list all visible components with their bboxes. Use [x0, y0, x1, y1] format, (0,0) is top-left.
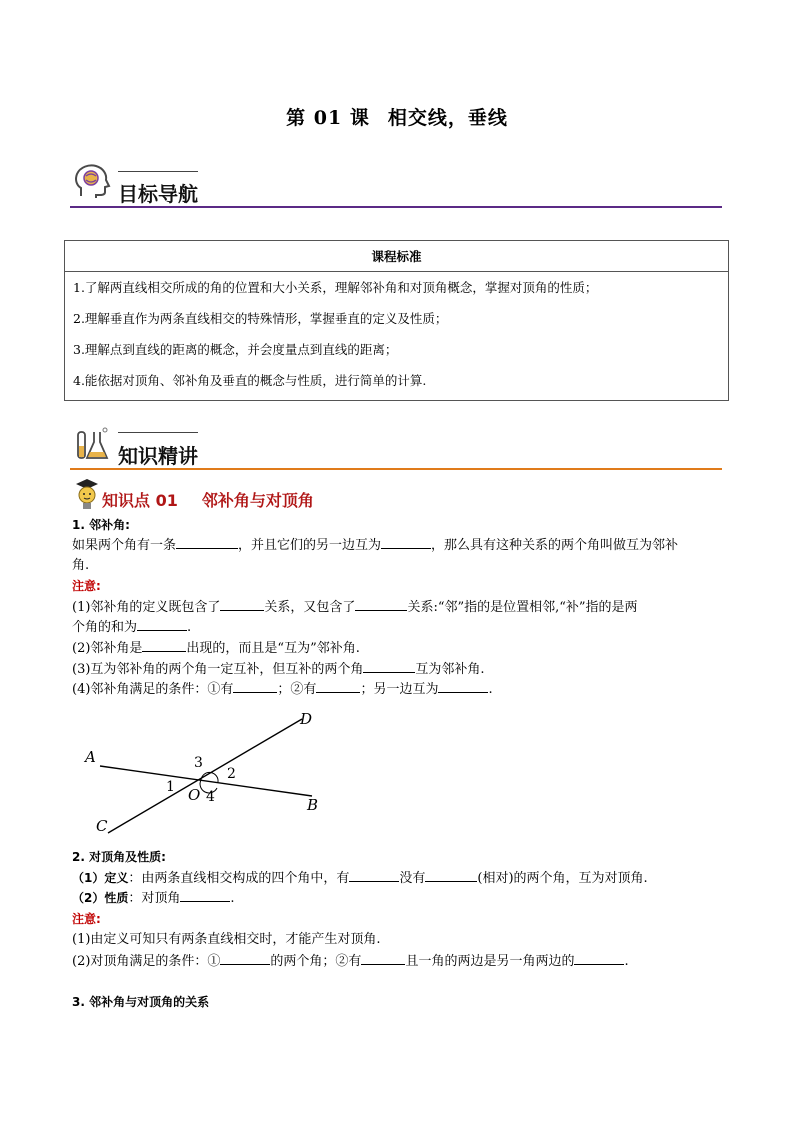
p1-heading: 1. 邻补角:: [72, 518, 130, 532]
label-B: B: [307, 796, 319, 814]
lesson-topic: 相交线，垂线: [387, 107, 508, 129]
kp-name: 邻补角与对顶角: [201, 491, 314, 510]
p1-note3: (3)互为邻补角的两个角一定互补，但互补的两个角 互为邻补角.: [72, 659, 732, 680]
table-header: 课程标准: [65, 241, 729, 272]
intersecting-lines-figure: [70, 705, 340, 840]
label-O: O: [188, 786, 201, 804]
angle-1: 1: [166, 779, 175, 795]
blank: [355, 597, 407, 611]
header-accent-line: [118, 432, 198, 433]
p3-heading: 3. 邻补角与对顶角的关系: [72, 995, 210, 1009]
blank: [220, 597, 264, 611]
section-label: 知识精讲: [118, 444, 198, 468]
blank: [361, 951, 405, 965]
p2-property: （2）性质：对顶角 .: [72, 888, 732, 909]
kp-number: 知识点 01: [102, 491, 178, 510]
label-D: D: [300, 710, 313, 728]
angle-4: 4: [206, 789, 215, 805]
knowledge-point-heading: [74, 478, 374, 518]
blank: [180, 888, 230, 902]
blank: [233, 679, 277, 693]
blank: [425, 868, 477, 882]
p1-note2: (2)邻补角是 出现的，而且是“互为”邻补角.: [72, 638, 732, 659]
section-label: 目标导航: [118, 182, 198, 206]
blank: [574, 951, 624, 965]
blank: [363, 659, 415, 673]
blank: [316, 679, 360, 693]
p2-heading: 2. 对顶角及性质:: [72, 850, 166, 864]
table-body: [65, 272, 729, 401]
p1-definition: 如果两个角有一条 ，并且它们的另一边互为 ，那么具有这种关系的两个角叫做互为邻补: [72, 535, 732, 556]
p1-note1: (1)邻补角的定义既包含了 关系，又包含了 关系:“邻”指的是位置相邻,“补”指的是两: [72, 597, 732, 618]
label-A: A: [85, 748, 96, 766]
p1-definition-cont: 角.: [72, 558, 90, 573]
blank: [176, 535, 238, 549]
p2-note2: (2)对顶角满足的条件：① 的两个角；②有 且一角的两边是另一角两边的 .: [72, 951, 732, 972]
section-header-knowledge: [70, 420, 722, 470]
brain-head-icon: [72, 162, 112, 202]
course-standards-table: [64, 240, 729, 401]
standard-item: 1.了解两直线相交所成的角的位置和大小关系，理解邻补角和对顶角概念，掌握对顶角的性质；: [73, 280, 598, 295]
angle-3: 3: [194, 755, 203, 771]
lesson-number: 第 01 课: [286, 107, 370, 129]
section-rule: [70, 206, 722, 208]
line-CD: [108, 719, 302, 833]
note-label: 注意:: [72, 579, 101, 593]
p2-definition: （1）定义：由两条直线相交构成的四个角中，有 没有 (相对)的两个角，互为对顶角.: [72, 868, 732, 889]
p1-note4: (4)邻补角满足的条件：①有 ；②有 ；另一边互为 .: [72, 679, 732, 700]
section-rule: [70, 468, 722, 470]
blank: [349, 868, 399, 882]
standard-item: 2.理解垂直作为两条直线相交的特殊情形，掌握垂直的定义及性质；: [73, 311, 448, 326]
graduate-bulb-icon: [74, 478, 100, 514]
blank: [438, 679, 488, 693]
p2-note1: (1)由定义可知只有两条直线相交时，才能产生对顶角.: [72, 932, 381, 947]
p1-note1-cont: 个角的和为 .: [72, 617, 732, 638]
angle-2: 2: [227, 766, 236, 782]
blank: [220, 951, 270, 965]
note-label: 注意:: [72, 912, 101, 926]
header-accent-line: [118, 171, 198, 172]
label-C: C: [96, 817, 108, 835]
blank: [381, 535, 431, 549]
blank: [137, 617, 187, 631]
page-title: [0, 103, 794, 130]
standard-item: 3.理解点到直线的距离的概念，并会度量点到直线的距离；: [73, 342, 398, 357]
section-header-goals: [70, 158, 722, 208]
blank: [142, 638, 186, 652]
flask-icon: [72, 424, 112, 464]
standard-item: 4.能依据对顶角、邻补角及垂直的概念与性质，进行简单的计算.: [73, 373, 427, 388]
